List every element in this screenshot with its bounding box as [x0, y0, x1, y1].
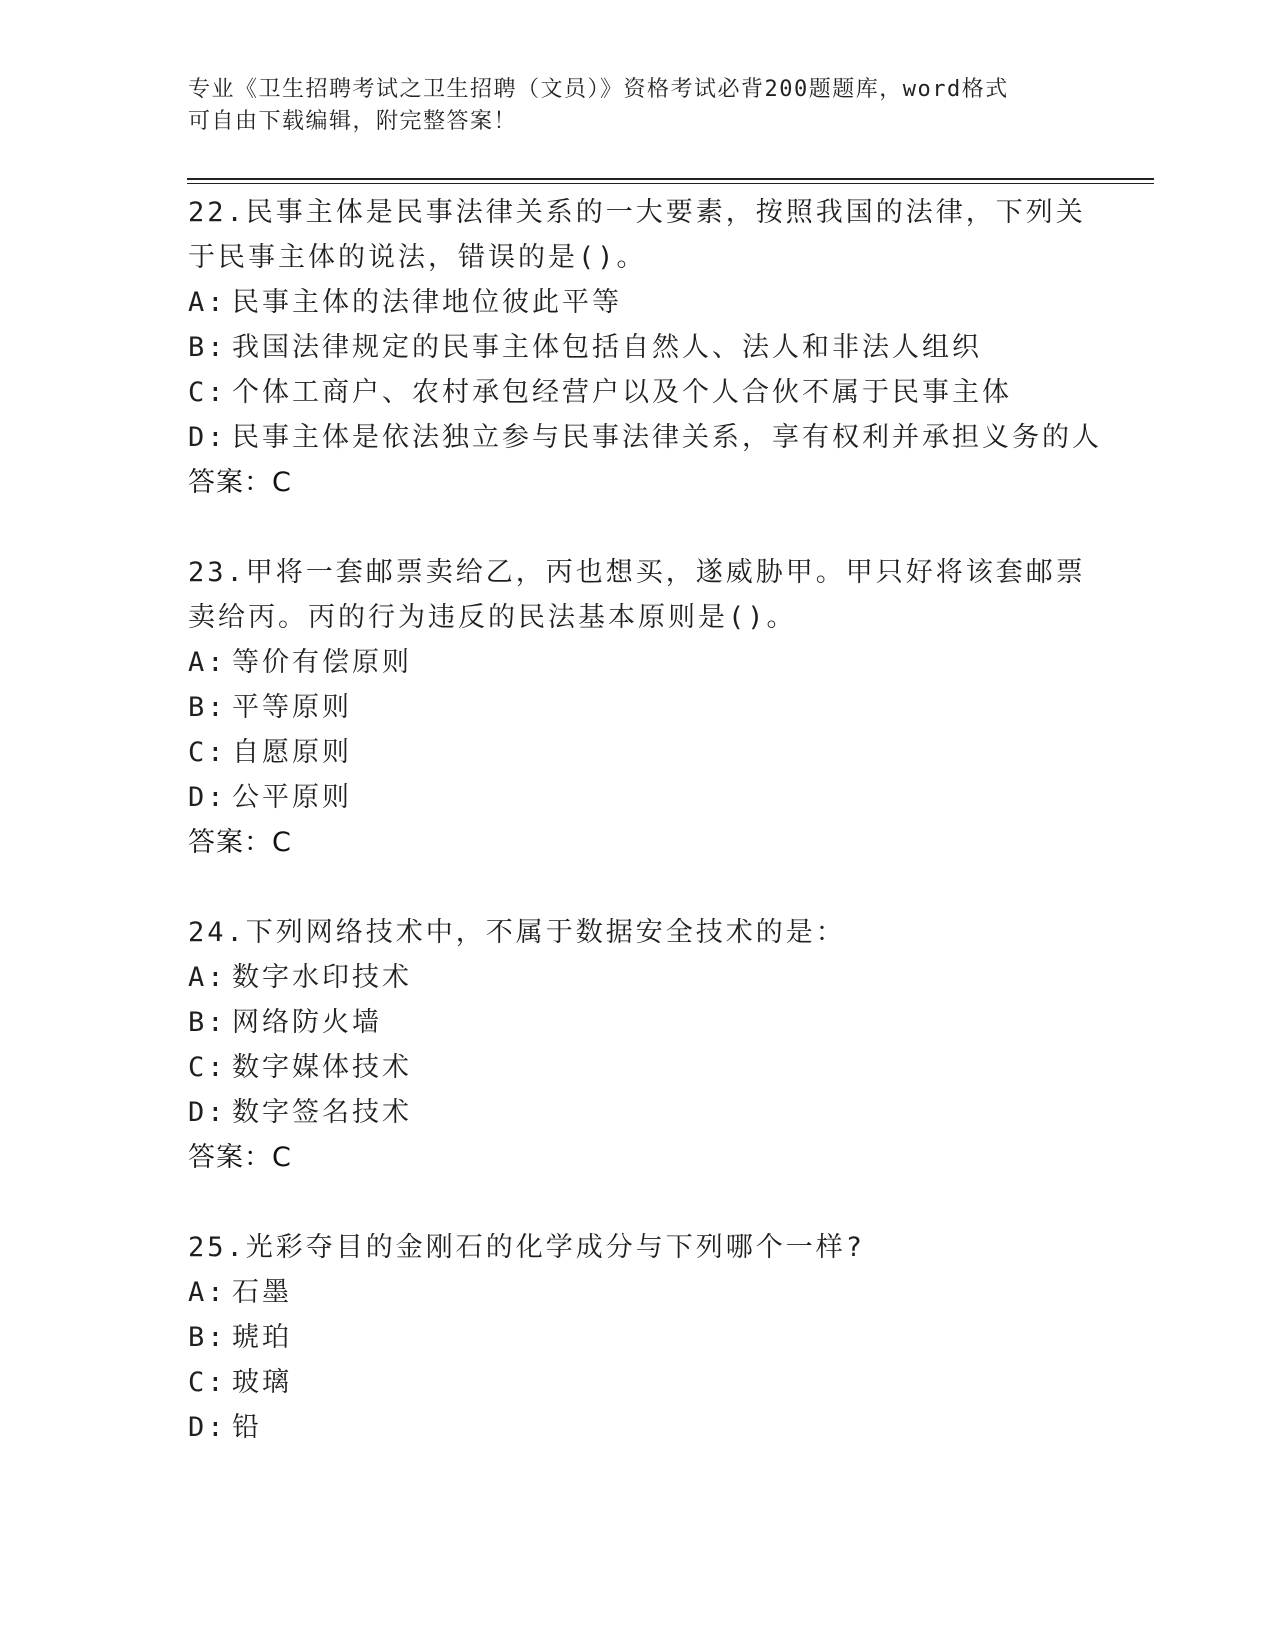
option-key: C:	[188, 1367, 227, 1398]
option-d	[188, 415, 1102, 460]
answer-line: 答案：C	[188, 1142, 292, 1173]
option-key: A:	[188, 647, 227, 678]
header-line-2: 可自由下载编辑，附完整答案！	[188, 109, 518, 134]
option-key: A:	[188, 1277, 227, 1308]
option-a	[188, 640, 1088, 685]
question-25	[188, 1225, 1088, 1450]
question-stem: 25.光彩夺目的金刚石的化学成分与下列哪个一样?	[188, 1232, 866, 1263]
option-b	[188, 685, 1088, 730]
question-22	[188, 190, 1102, 505]
option-key: D:	[188, 1412, 227, 1443]
question-stem: 23.甲将一套邮票卖给乙，丙也想买，遂威胁甲。甲只好将该套邮票卖给丙。丙的行为违反的民法基本原则是()。	[188, 557, 1086, 633]
option-key: B:	[188, 332, 227, 363]
question-stem: 22.民事主体是民事法律关系的一大要素，按照我国的法律，下列关于民事主体的说法，错误的是()。	[188, 197, 1086, 273]
option-text: 石墨	[232, 1277, 292, 1308]
option-text: 数字水印技术	[232, 962, 412, 993]
header-divider-thick	[187, 178, 1154, 180]
option-b	[188, 325, 1088, 370]
option-text: 平等原则	[232, 692, 352, 723]
option-d	[188, 1090, 1088, 1135]
option-text: 民事主体是依法独立参与民事法律关系，享有权利并承担义务的人	[232, 422, 1102, 453]
option-key: C:	[188, 1052, 227, 1083]
option-key: D:	[188, 1097, 227, 1128]
option-text: 等价有偿原则	[232, 647, 412, 678]
option-text: 自愿原则	[232, 737, 352, 768]
option-c	[188, 1360, 1088, 1405]
option-key: B:	[188, 1007, 227, 1038]
option-key: B:	[188, 1322, 227, 1353]
option-key: A:	[188, 962, 227, 993]
option-a	[188, 280, 1088, 325]
option-key: C:	[188, 377, 227, 408]
question-list	[188, 190, 1102, 1450]
document-header	[188, 74, 1088, 138]
option-text: 琥珀	[232, 1322, 292, 1353]
option-d	[188, 1405, 1088, 1450]
option-c	[188, 730, 1088, 775]
header-divider-thin	[187, 183, 1154, 184]
option-d	[188, 775, 1088, 820]
option-key: D:	[188, 782, 227, 813]
option-a	[188, 955, 1088, 1000]
option-text: 数字媒体技术	[232, 1052, 412, 1083]
option-text: 公平原则	[232, 782, 352, 813]
option-key: B:	[188, 692, 227, 723]
option-b	[188, 1000, 1088, 1045]
question-24	[188, 910, 1088, 1180]
question-23	[188, 550, 1088, 865]
option-c	[188, 370, 1088, 415]
option-key: A:	[188, 287, 227, 318]
option-text: 铅	[232, 1412, 262, 1443]
answer-line: 答案：C	[188, 467, 292, 498]
option-a	[188, 1270, 1088, 1315]
option-b	[188, 1315, 1088, 1360]
option-text: 玻璃	[232, 1367, 292, 1398]
option-text: 网络防火墙	[232, 1007, 382, 1038]
option-text: 个体工商户、农村承包经营户以及个人合伙不属于民事主体	[232, 377, 1012, 408]
option-key: C:	[188, 737, 227, 768]
answer-line: 答案：C	[188, 827, 292, 858]
question-stem: 24.下列网络技术中，不属于数据安全技术的是：	[188, 917, 846, 948]
header-line-1: 专业《卫生招聘考试之卫生招聘（文员）》资格考试必背200题题库，word格式	[188, 77, 1009, 102]
option-key: D:	[188, 422, 227, 453]
option-c	[188, 1045, 1088, 1090]
option-text: 数字签名技术	[232, 1097, 412, 1128]
option-text: 我国法律规定的民事主体包括自然人、法人和非法人组织	[232, 332, 982, 363]
option-text: 民事主体的法律地位彼此平等	[232, 287, 622, 318]
